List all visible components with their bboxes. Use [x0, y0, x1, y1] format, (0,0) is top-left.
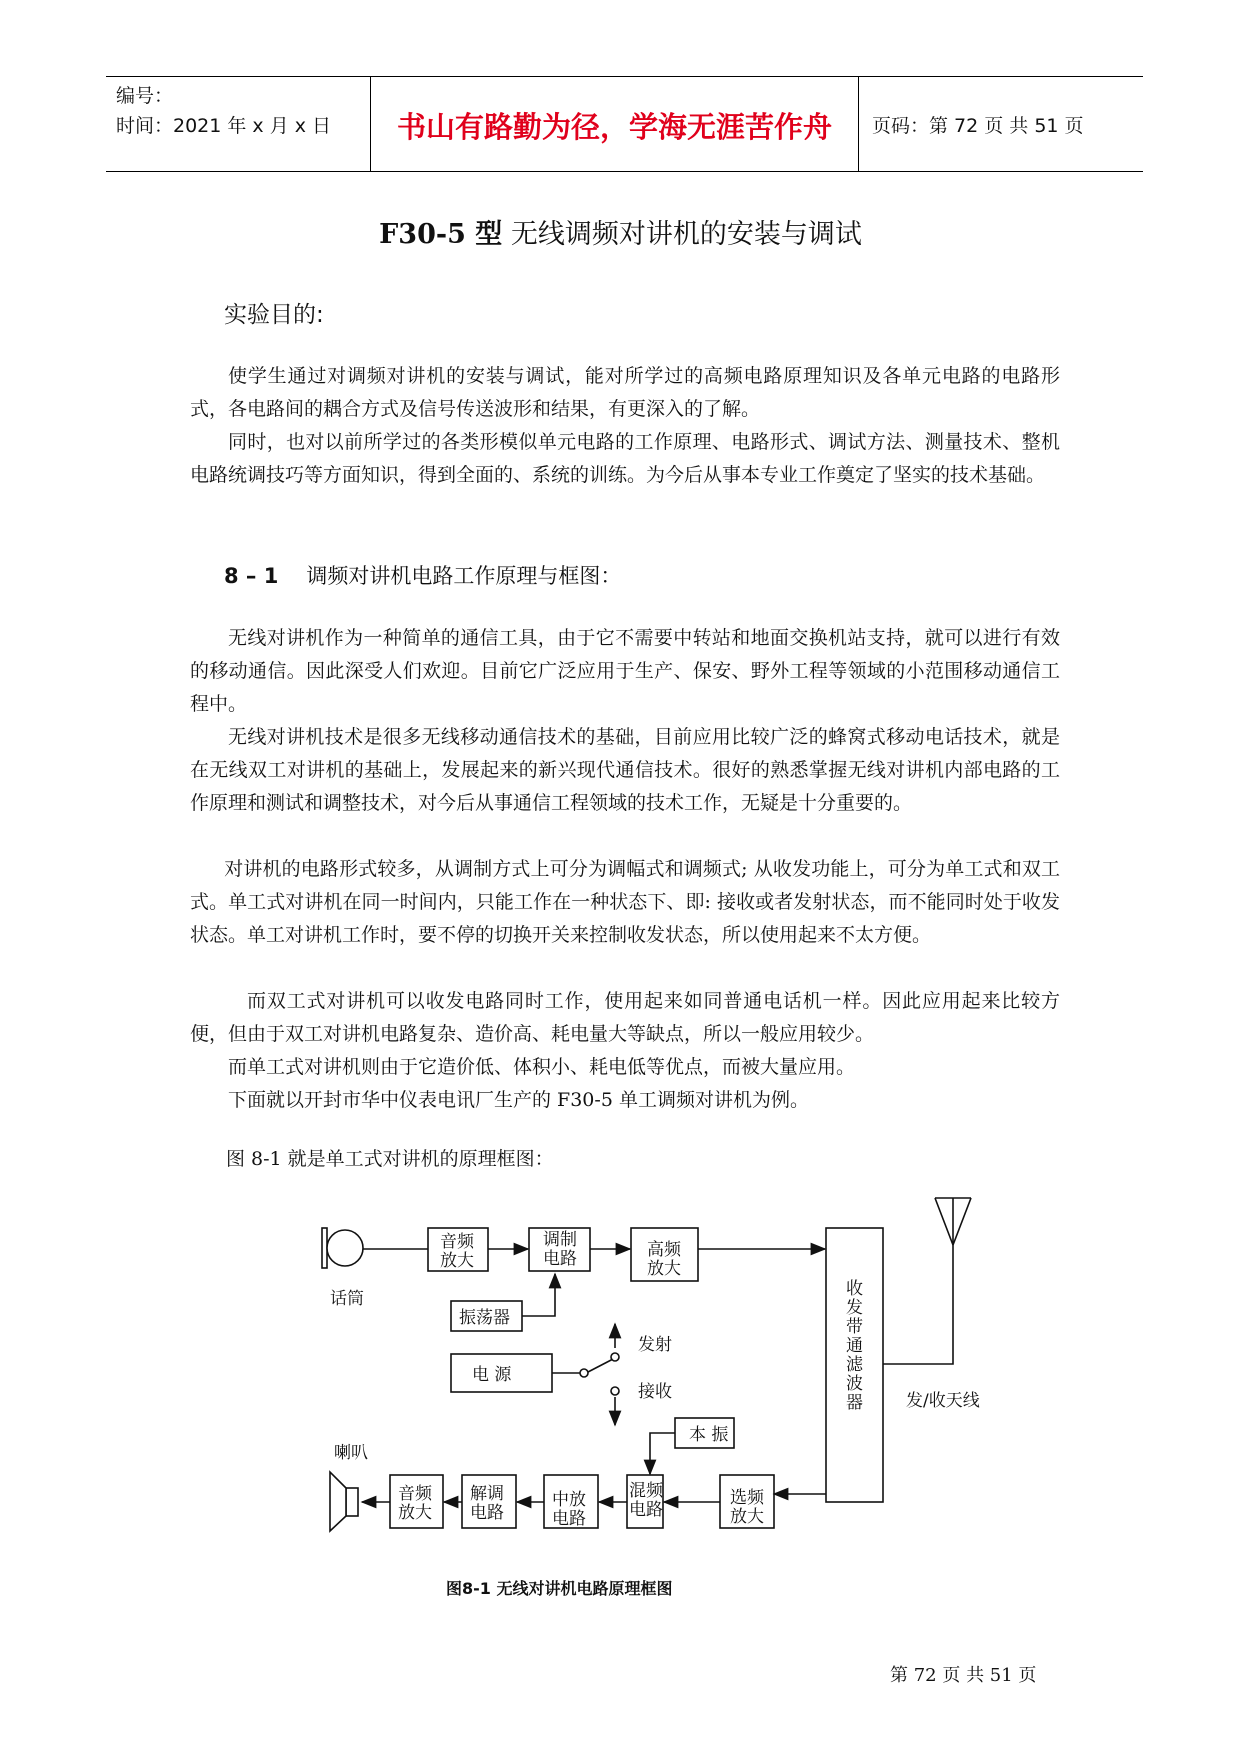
filter-char-7: 器: [846, 1393, 863, 1413]
filter-char-1: 收: [846, 1279, 863, 1299]
header-page-info: 页码：第 72 页 共 51 页: [872, 115, 1084, 137]
filter-char-3: 带: [846, 1317, 863, 1337]
section-paragraph-1: 无线对讲机作为一种简单的通信工具，由于它不需要中转站和地面交换机站支持，就可以进行有效的移动通信。因此深受人们欢迎。目前它广泛应用于生产、保安、野外工程等领域的小范围移动通信工程中。: [190, 627, 1060, 715]
section-paragraph-4: 而双工式对讲机可以收发电路同时工作，使用起来如同普通电话机一样。因此应用起来比较方便，但由于双工对讲机电路复杂、造价高、耗电量大等缺点，所以一般应用较少。: [190, 990, 1060, 1045]
speaker-label: 喇叭: [334, 1443, 368, 1463]
if-amp-l1: 中放: [552, 1490, 586, 1510]
microphone-icon: [322, 1228, 363, 1268]
antenna-label: 发/收天线: [906, 1391, 980, 1411]
receive-label: 接收: [638, 1382, 672, 1402]
title-text: 无线调频对讲机的安装与调试: [502, 219, 862, 250]
figure-caption: 图8-1 无线对讲机电路原理框图: [446, 1579, 673, 1598]
purpose-heading: 实验目的:: [224, 302, 324, 328]
page-footer: 第 72 页 共 51 页: [890, 1665, 1037, 1686]
sel-amp-l2: 放大: [730, 1507, 764, 1527]
antenna-icon: [883, 1198, 971, 1364]
rf-amp-l1: 高频: [647, 1240, 681, 1260]
purpose-paragraph-2: 同时，也对以前所学过的各类形模似单元电路的工作原理、电路形式、调试方法、测量技术、整机电路统调技巧等方面知识，得到全面的、系统的训练。为今后从事本专业工作奠定了坚实的技术基础。: [190, 431, 1060, 486]
mixer-l1: 混频: [629, 1481, 663, 1501]
audio-amp-tx-l1: 音频: [440, 1232, 474, 1252]
section-paragraph-2: 无线对讲机技术是很多无线移动通信技术的基础，目前应用比较广泛的蜂窝式移动电话技术，就是在无线双工对讲机的基础上，发展起来的新兴现代通信技术。很好的熟悉掌握无线对讲机内部电路的工作原理和测试和调整技术，对今后从事通信工程领域的技术工作，无疑是十分重要的。: [190, 726, 1060, 814]
time-label: 时间：2021 年 x 月 x 日: [116, 115, 332, 137]
mic-label: 话筒: [330, 1289, 364, 1309]
modulator-l1: 调制: [543, 1230, 577, 1250]
filter-char-6: 波: [846, 1374, 863, 1394]
purpose-paragraph-1: 使学生通过对调频对讲机的安装与调试，能对所学过的高频电路原理知识及各单元电路的电路形式，各电路间的耦合方式及信号传送波形和结果，有更深入的了解。: [190, 365, 1060, 420]
filter-char-4: 通: [846, 1336, 863, 1356]
audio-amp-rx-l1: 音频: [398, 1484, 432, 1504]
mixer-l2: 电路: [629, 1500, 663, 1520]
section-paragraph-6: 下面就以开封市华中仪表电讯厂生产的 F30-5 单工调频对讲机为例。: [228, 1089, 809, 1111]
serial-label: 编号：: [116, 85, 174, 107]
filter-char-5: 滤: [846, 1355, 863, 1375]
transmit-label: 发射: [638, 1335, 672, 1355]
section-number: 8 – 1: [224, 564, 279, 588]
title-model: F30-5 型: [379, 219, 503, 250]
oscillator-label: 振荡器: [459, 1308, 510, 1328]
power-label: 电 源: [472, 1365, 512, 1385]
if-amp-l2: 电路: [552, 1509, 586, 1529]
section-paragraph-5: 而单工式对讲机则由于它造价低、体积小、耗电低等优点，而被大量应用。: [228, 1056, 856, 1078]
header-motto: 书山有路勤为径，学海无涯苦作舟: [396, 110, 832, 144]
rf-amp-l2: 放大: [647, 1259, 681, 1279]
modulator-l2: 电路: [543, 1249, 577, 1269]
filter-char-2: 发: [846, 1298, 863, 1318]
section-title: 调频对讲机电路工作原理与框图：: [306, 564, 622, 588]
demod-l1: 解调: [470, 1484, 504, 1504]
section-paragraph-3: 对讲机的电路形式较多，从调制方式上可分为调幅式和调频式; 从收发功能上，可分为单工式和双工式。单工式对讲机在同一时间内，只能工作在一种状态下、即: 接收或者发射状态，而不能同时处于收发状态。单工对讲机工作时，要不停的切换开关来控制收发状态，所以使用起来不太方便。: [190, 858, 1060, 946]
audio-amp-rx-l2: 放大: [398, 1503, 432, 1523]
audio-amp-tx-l2: 放大: [440, 1251, 474, 1271]
figure-reference: 图 8-1 就是单工式对讲机的原理框图：: [226, 1148, 554, 1170]
demod-l2: 电路: [470, 1503, 504, 1523]
speaker-icon: [330, 1472, 358, 1531]
sel-amp-l1: 选频: [730, 1488, 764, 1508]
local-osc-label: 本 振: [689, 1425, 729, 1445]
